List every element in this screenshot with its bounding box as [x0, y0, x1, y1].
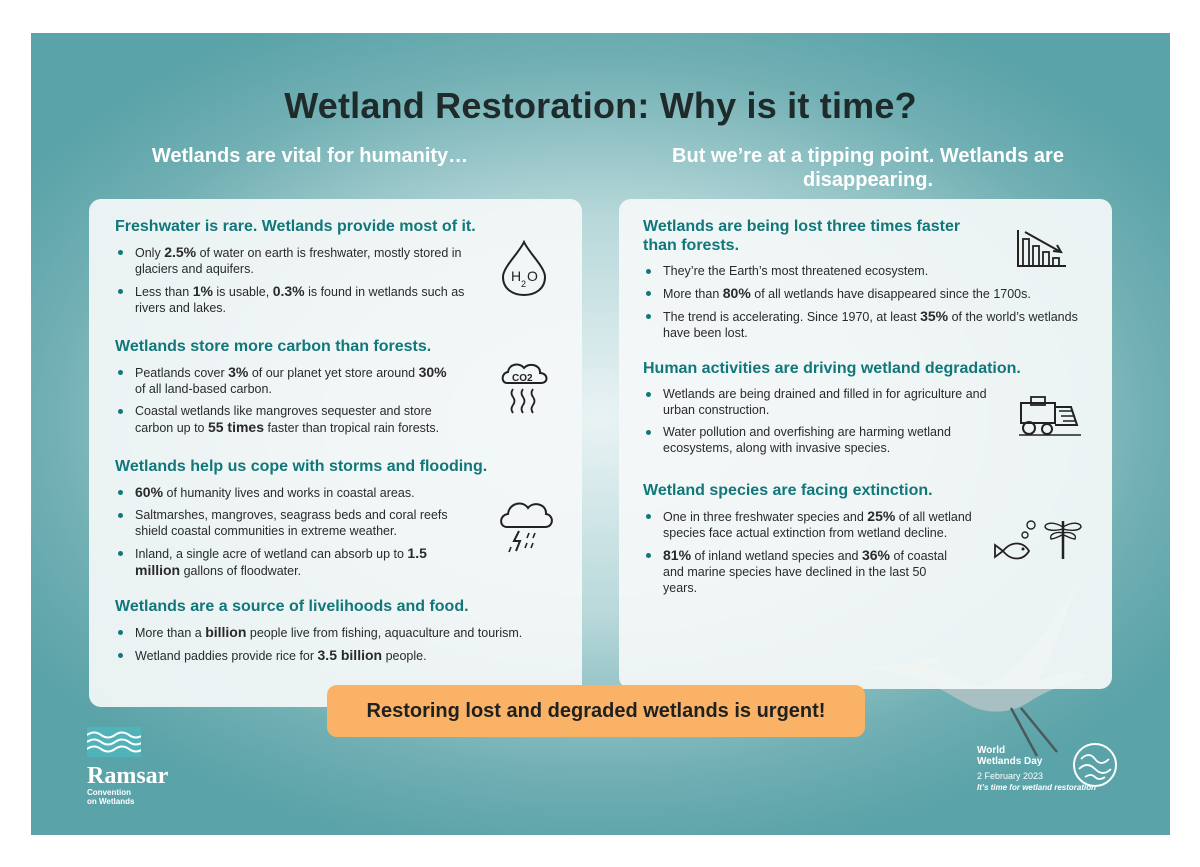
- bullet-item: Inland, a single acre of wetland can absorb up to 1.5 million gallons of floodwater.: [115, 545, 455, 579]
- section-heading: Wetlands are a source of livelihoods and food.: [115, 598, 469, 615]
- ramsar-waves-icon: [87, 727, 141, 757]
- svg-text:2: 2: [521, 279, 527, 289]
- svg-text:O: O: [527, 268, 538, 284]
- left-panel: [89, 199, 582, 707]
- bullet-item: More than a billion people live from fishing, aquaculture and tourism.: [115, 624, 575, 641]
- ramsar-subtitle-1: Convention: [87, 788, 131, 797]
- svg-text:H: H: [511, 268, 522, 284]
- poster: [31, 33, 1170, 835]
- ramsar-name: Ramsar: [87, 763, 169, 789]
- ramsar-logo: [87, 727, 167, 806]
- section-carbon: [115, 337, 555, 442]
- bullet-item: More than 80% of all wetlands have disappeared since the 1700s.: [643, 285, 1103, 302]
- wwd-title-line2: Wetlands Day: [977, 756, 1043, 767]
- world-wetlands-day-logo: [977, 745, 1117, 793]
- left-column-heading: Wetlands are vital for humanity…: [151, 145, 469, 167]
- bullet-item: The trend is accelerating. Since 1970, at least 35% of the world’s wetlands have been lost.: [643, 308, 1083, 341]
- wwd-slogan: It’s time for wetland restoration: [977, 783, 1096, 792]
- section-heading: Human activities are driving wetland degradation.: [643, 360, 1021, 377]
- right-column-heading: But we’re at a tipping point. Wetlands are disappearing.: [672, 145, 1064, 191]
- declining-bar-chart-icon: [1015, 227, 1069, 269]
- bullet-item: One in three freshwater species and 25% of all wetland species face actual extinction from wetland decline.: [643, 508, 973, 541]
- wwd-date: 2 February 2023: [977, 771, 1044, 781]
- section-heading: Wetlands store more carbon than forests.: [115, 338, 432, 355]
- right-panel: [619, 199, 1112, 689]
- harvester-icon: [1017, 395, 1083, 437]
- ramsar-subtitle-2: on Wetlands: [87, 797, 135, 806]
- storm-cloud-icon: [497, 495, 555, 557]
- page-title: Wetland Restoration: Why is it time?: [284, 85, 917, 126]
- bullet-item: Only 2.5% of water on earth is freshwater, mostly stored in glaciers and aquifers.: [115, 244, 475, 277]
- section-freshwater: [115, 217, 555, 322]
- co2-cloud-icon: [499, 359, 551, 415]
- wwd-globe-icon: [1071, 741, 1119, 789]
- urgent-call-to-action-banner: Restoring lost and degraded wetlands is urgent!: [327, 685, 865, 737]
- section-livelihoods: [115, 597, 575, 670]
- water-drop-h2o-icon: [497, 239, 551, 297]
- bullet-item: They’re the Earth’s most threatened ecosystem.: [643, 263, 1083, 279]
- section-heading: Freshwater is rare. Wetlands provide most of it.: [115, 218, 476, 235]
- section-heading: Wetlands are being lost three times faster than forests.: [643, 218, 961, 254]
- section-heading: Wetlands help us cope with storms and flooding.: [115, 458, 488, 475]
- bullet-item: Saltmarshes, mangroves, seagrass beds and coral reefs shield coastal communities in extreme weather.: [115, 507, 465, 539]
- bullet-item: Wetlands are being drained and filled in for agriculture and urban construction.: [643, 386, 1008, 418]
- wwd-title-line1: World: [977, 745, 1006, 756]
- bullet-item: Peatlands cover 3% of our planet yet store around 30% of all land-based carbon.: [115, 364, 455, 397]
- bullet-item: Coastal wetlands like mangroves sequester and store carbon up to 55 times faster than tropical rain forests.: [115, 403, 465, 436]
- svg-text:CO2: CO2: [512, 373, 533, 384]
- section-storms: [115, 457, 555, 585]
- bullet-item: 81% of inland wetland species and 36% of coastal and marine species have declined in the last 50 years.: [643, 547, 963, 596]
- bullet-item: Water pollution and overfishing are harming wetland ecosystems, along with invasive species.: [643, 424, 1008, 456]
- bullet-item: Less than 1% is usable, 0.3% is found in wetlands such as rivers and lakes.: [115, 283, 475, 316]
- section-heading: Wetland species are facing extinction.: [643, 482, 933, 499]
- fish-dragonfly-icon: [991, 515, 1089, 563]
- bullet-item: Wetland paddies provide rice for 3.5 billion people.: [115, 647, 575, 664]
- bullet-item: 60% of humanity lives and works in coastal areas.: [115, 484, 475, 501]
